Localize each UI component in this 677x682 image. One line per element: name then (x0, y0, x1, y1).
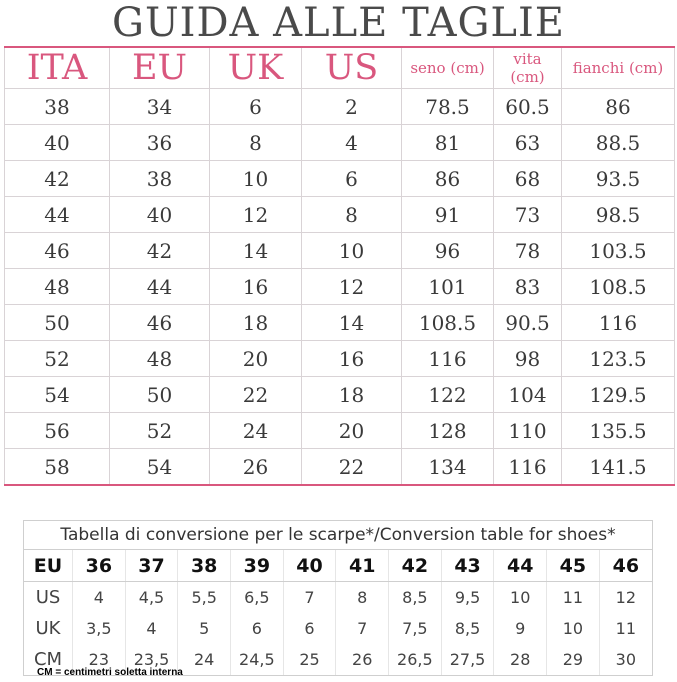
table-cell: 50 (5, 305, 110, 341)
shoe-cell: 36 (73, 550, 126, 582)
table-cell: 83 (494, 269, 562, 305)
shoe-cell: 27,5 (441, 644, 494, 675)
shoe-conversion-table (23, 520, 653, 676)
size-header-cell: UK (210, 47, 302, 89)
shoe-row-label: US (35, 587, 61, 608)
table-cell: 12 (210, 197, 302, 233)
shoe-cell: 7 (336, 613, 389, 644)
size-header-cell: US (302, 47, 402, 89)
shoe-cell: 4 (125, 613, 178, 644)
shoe-cell: 24 (178, 644, 231, 675)
table-cell: 88.5 (562, 125, 675, 161)
table-cell: 63 (494, 125, 562, 161)
shoe-cell: 11 (547, 582, 600, 614)
shoe-cell: 12 (599, 582, 652, 614)
table-row (5, 413, 675, 449)
table-cell: 122 (402, 377, 494, 413)
shoe-row-label: CM (33, 649, 63, 670)
table-cell: 73 (494, 197, 562, 233)
table-cell: 38 (110, 161, 210, 197)
table-cell: 116 (494, 449, 562, 486)
table-cell: 68 (494, 161, 562, 197)
shoe-cell: 25 (283, 644, 336, 675)
size-table-body (5, 89, 675, 486)
table-cell: 10 (210, 161, 302, 197)
table-cell: 46 (110, 305, 210, 341)
shoe-row-us (24, 582, 652, 614)
table-cell: 86 (402, 161, 494, 197)
shoe-cell: 9 (494, 613, 547, 644)
shoe-cell: 38 (178, 550, 231, 582)
shoe-cell: 4,5 (125, 582, 178, 614)
table-cell: 54 (110, 449, 210, 486)
shoe-cell: 6 (231, 613, 284, 644)
table-row (5, 377, 675, 413)
table-cell: 108.5 (562, 269, 675, 305)
shoe-cell: 24,5 (231, 644, 284, 675)
table-cell: 22 (302, 449, 402, 486)
table-cell: 103.5 (562, 233, 675, 269)
table-cell: 12 (302, 269, 402, 305)
shoe-cell: 40 (283, 550, 336, 582)
shoe-table-grid (24, 550, 652, 675)
shoe-cell: 42 (389, 550, 442, 582)
table-cell: 48 (110, 341, 210, 377)
shoe-cell: 6 (283, 613, 336, 644)
table-cell: 14 (210, 233, 302, 269)
table-cell: 52 (110, 413, 210, 449)
shoe-cell: 11 (599, 613, 652, 644)
table-cell: 54 (5, 377, 110, 413)
table-cell: 141.5 (562, 449, 675, 486)
table-cell: 18 (302, 377, 402, 413)
shoe-table-body (24, 550, 652, 675)
table-cell: 116 (402, 341, 494, 377)
shoe-cell: 4 (73, 582, 126, 614)
table-cell: 90.5 (494, 305, 562, 341)
table-cell: 96 (402, 233, 494, 269)
table-cell: 40 (110, 197, 210, 233)
table-cell: 116 (562, 305, 675, 341)
footnote: CM = centimetri soletta interna (37, 667, 183, 678)
size-header-cell: ITA (5, 47, 110, 89)
shoe-cell: 43 (441, 550, 494, 582)
table-cell: 58 (5, 449, 110, 486)
shoe-cell: 5 (178, 613, 231, 644)
size-header-cell: seno (cm) (402, 47, 494, 89)
shoe-cell: 9,5 (441, 582, 494, 614)
table-cell: 36 (110, 125, 210, 161)
shoe-cell: 7,5 (389, 613, 442, 644)
table-cell: 6 (302, 161, 402, 197)
table-cell: 98 (494, 341, 562, 377)
table-cell: 42 (110, 233, 210, 269)
shoe-cell: 7 (283, 582, 336, 614)
table-cell: 56 (5, 413, 110, 449)
table-cell: 38 (5, 89, 110, 125)
table-cell: 110 (494, 413, 562, 449)
table-cell: 91 (402, 197, 494, 233)
shoe-cell: 46 (599, 550, 652, 582)
table-cell: 78 (494, 233, 562, 269)
table-cell: 20 (210, 341, 302, 377)
table-cell: 34 (110, 89, 210, 125)
table-row (5, 305, 675, 341)
table-cell: 81 (402, 125, 494, 161)
table-cell: 20 (302, 413, 402, 449)
table-row (5, 341, 675, 377)
shoe-cell: 3,5 (73, 613, 126, 644)
table-cell: 50 (110, 377, 210, 413)
table-row (5, 161, 675, 197)
table-cell: 8 (210, 125, 302, 161)
table-cell: 108.5 (402, 305, 494, 341)
size-guide-table (4, 46, 675, 486)
table-cell: 18 (210, 305, 302, 341)
table-cell: 44 (5, 197, 110, 233)
size-table-header-row (5, 47, 675, 89)
table-cell: 86 (562, 89, 675, 125)
table-cell: 2 (302, 89, 402, 125)
shoe-cell: 26 (336, 644, 389, 675)
shoe-cell: 37 (125, 550, 178, 582)
table-row (5, 125, 675, 161)
shoe-cell: 41 (336, 550, 389, 582)
table-cell: 134 (402, 449, 494, 486)
shoe-cell: 23,5 (125, 644, 178, 675)
table-cell: 128 (402, 413, 494, 449)
shoe-row-label: EU (24, 550, 73, 582)
shoe-cell: 29 (547, 644, 600, 675)
table-cell: 93.5 (562, 161, 675, 197)
table-row (5, 233, 675, 269)
table-cell: 52 (5, 341, 110, 377)
table-cell: 78.5 (402, 89, 494, 125)
shoe-cell: 8,5 (389, 582, 442, 614)
table-cell: 46 (5, 233, 110, 269)
table-cell: 14 (302, 305, 402, 341)
size-header-cell: fianchi (cm) (562, 47, 675, 89)
table-cell: 22 (210, 377, 302, 413)
table-cell: 16 (210, 269, 302, 305)
page-title: GUIDA ALLE TAGLIE (112, 0, 565, 46)
shoe-cell: 44 (494, 550, 547, 582)
table-row (5, 269, 675, 305)
table-cell: 104 (494, 377, 562, 413)
table-cell: 129.5 (562, 377, 675, 413)
table-cell: 101 (402, 269, 494, 305)
table-cell: 44 (110, 269, 210, 305)
table-cell: 48 (5, 269, 110, 305)
shoe-cell: 5,5 (178, 582, 231, 614)
table-cell: 98.5 (562, 197, 675, 233)
table-cell: 42 (5, 161, 110, 197)
table-cell: 4 (302, 125, 402, 161)
table-row (5, 449, 675, 486)
shoe-cell: 8,5 (441, 613, 494, 644)
shoe-row-eu (24, 550, 652, 582)
table-row (5, 89, 675, 125)
shoe-cell: 30 (599, 644, 652, 675)
shoe-cell: 28 (494, 644, 547, 675)
size-header-cell: EU (110, 47, 210, 89)
shoe-table-caption: Tabella di conversione per le scarpe*/Conversion table for shoes* (24, 521, 652, 550)
table-cell: 26 (210, 449, 302, 486)
table-cell: 10 (302, 233, 402, 269)
shoe-cell: 45 (547, 550, 600, 582)
table-cell: 16 (302, 341, 402, 377)
size-header-cell: vita (cm) (494, 47, 562, 89)
shoe-cell: 8 (336, 582, 389, 614)
table-row (5, 197, 675, 233)
shoe-row-label: UK (35, 618, 61, 639)
table-cell: 24 (210, 413, 302, 449)
table-cell: 8 (302, 197, 402, 233)
table-cell: 123.5 (562, 341, 675, 377)
table-cell: 6 (210, 89, 302, 125)
shoe-cell: 39 (231, 550, 284, 582)
shoe-cell: 23 (73, 644, 126, 675)
shoe-cell: 10 (547, 613, 600, 644)
shoe-cell: 10 (494, 582, 547, 614)
table-cell: 40 (5, 125, 110, 161)
shoe-row-uk (24, 613, 652, 644)
shoe-cell: 6,5 (231, 582, 284, 614)
table-cell: 60.5 (494, 89, 562, 125)
shoe-cell: 26,5 (389, 644, 442, 675)
table-cell: 135.5 (562, 413, 675, 449)
